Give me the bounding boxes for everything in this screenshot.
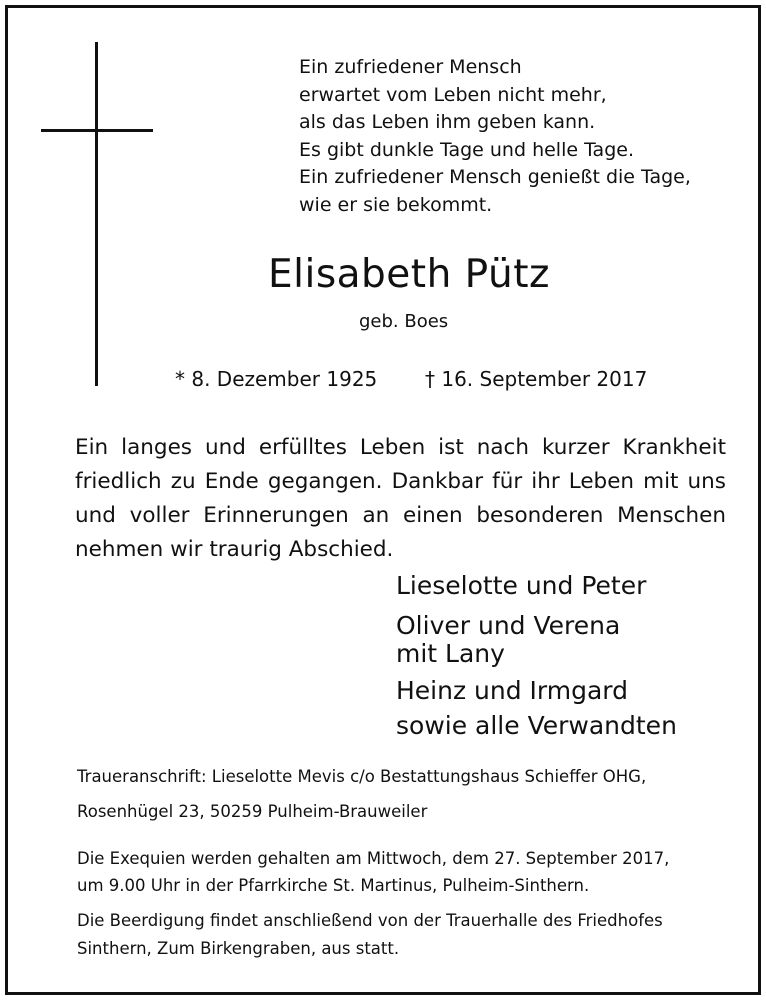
death-date: † 16. September 2017	[425, 367, 648, 391]
poem-line: als das Leben ihm geben kann.	[299, 111, 596, 133]
cross-vertical-bar	[95, 42, 98, 386]
mourning-address-line: Rosenhügel 23, 50259 Pulheim-Brauweiler	[77, 802, 428, 821]
poem-line: Ein zufriedener Mensch genießt die Tage,	[299, 166, 691, 188]
deceased-name: Elisabeth Pütz	[268, 252, 550, 297]
birth-date: * 8. Dezember 1925	[175, 367, 378, 391]
poem	[299, 54, 691, 219]
farewell-text	[75, 431, 726, 567]
burial-info-line: Sinthern, Zum Birkengraben, aus statt.	[77, 939, 400, 958]
service-info-line: Die Exequien werden gehalten am Mittwoch, dem 27. September 2017,	[77, 849, 670, 868]
cross-horizontal-bar	[41, 129, 153, 132]
service-info-line: um 9.00 Uhr in der Pfarrkirche St. Martinus, Pulheim-Sinthern.	[77, 876, 590, 895]
mourner: mit Lany	[396, 639, 505, 668]
mourner: Lieselotte und Peter	[396, 571, 647, 600]
mourner: sowie alle Verwandten	[396, 711, 677, 740]
poem-line: erwartet vom Leben nicht mehr,	[299, 83, 607, 106]
mourning-address-line: Traueranschrift: Lieselotte Mevis c/o Bestattungshaus Schieffer OHG,	[77, 767, 647, 786]
poem-line: Ein zufriedener Mensch	[299, 56, 522, 78]
farewell-line: Ein langes und erfülltes Leben ist nach kurzer Krankheit	[75, 435, 726, 460]
mourner: Oliver und Verena	[396, 611, 621, 640]
burial-info-line: Die Beerdigung findet anschließend von der Trauerhalle des Friedhofes	[77, 911, 663, 930]
mourner: Heinz und Irmgard	[396, 676, 629, 705]
poem-line: wie er sie bekommt.	[299, 193, 493, 216]
farewell-line: friedlich zu Ende gegangen. Dankbar für ihr Leben mit uns	[75, 469, 726, 494]
poem-line: Es gibt dunkle Tage und helle Tage.	[299, 138, 634, 161]
birth-name: geb. Boes	[359, 311, 449, 332]
farewell-line: und voller Erinnerungen an einen besonderen Menschen	[75, 503, 726, 528]
farewell-line: nehmen wir traurig Abschied.	[75, 537, 394, 562]
